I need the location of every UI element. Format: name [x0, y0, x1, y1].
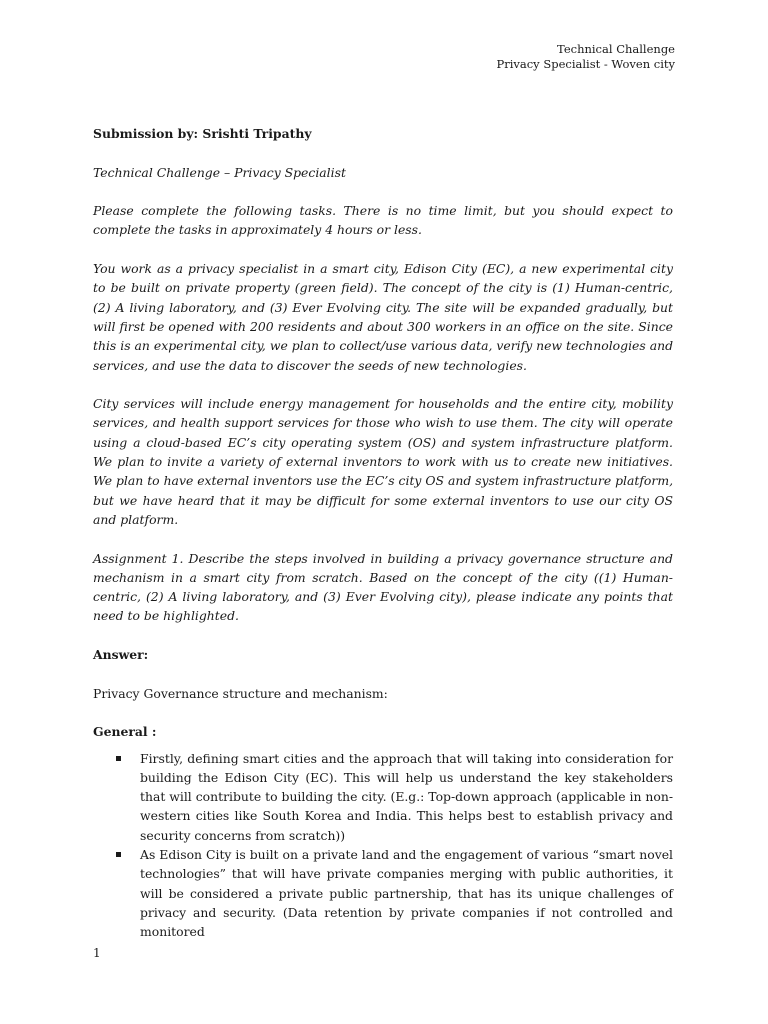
list-item-text: Firstly, defining smart cities and the approach that will taking into consideration for building the Edison City (EC). This will help us understand the key stakeholders that will contribute to building the city. (E.g.: Top-down approach (applicable in non-western cities like South Korea and India. This helps best to establish privacy and security concerns from scratch)) [140, 750, 673, 843]
document-subtitle: Technical Challenge – Privacy Specialist [93, 164, 346, 180]
assignment-paragraph: Assignment 1. Describe the steps involved in building a privacy governance structure and mechanism in a smart city from scratch. Based on the concept of the city ((1) Human-centric, (2) A living laboratory, and (3) Ever Evolving city), please indicate any points that need to be highlighted. [93, 550, 673, 624]
bullet-icon [116, 852, 121, 857]
governance-heading: Privacy Governance structure and mechanism: [93, 685, 388, 701]
bullet-list [93, 749, 673, 942]
document-body [93, 124, 673, 941]
list-item [93, 845, 673, 941]
header-line-2: Privacy Specialist - Woven city [496, 57, 675, 71]
scenario-paragraph: You work as a privacy specialist in a smart city, Edison City (EC), a new experimental city to be built on private property (green field). The concept of the city is (1) Human-centric, (2) A living laboratory, and (3) Ever Evolving city. The site will be expanded gradually, but will first be opened with 200 residents and about 300 workers in an office on the site. Since this is an experimental city, we plan to collect/use various data, verify new technologies and services, and use the data to discover the seeds of new technologies. [93, 261, 673, 373]
header-line-1: Technical Challenge [557, 42, 675, 56]
page-number: 1 [93, 946, 101, 960]
page-header [496, 42, 675, 72]
list-item-text: As Edison City is built on a private land and the engagement of various “smart novel technologies” that will have private companies merging with public authorities, it will be considered a private public partnership, that has its unique challenges of privacy and security. (Data retention by private companies if not controlled and monitored [140, 846, 673, 940]
bullet-icon [116, 756, 121, 761]
submission-line: Submission by: Srishti Tripathy [93, 126, 312, 141]
general-label: General : [93, 724, 157, 740]
intro-paragraph: Please complete the following tasks. There is no time limit, but you should expect to complete the tasks in approximately 4 hours or less. [93, 203, 673, 238]
services-paragraph: City services will include energy management for households and the entire city, mobility services, and health support services for those who wish to use them. The city will operate using a cloud-based EC’s city operating system (OS) and system infrastructure platform. We plan to invite a variety of external inventors to work with us to create new initiatives. We plan to have external inventors use the EC’s city OS and system infrastructure platform, but we have heard that it may be difficult for some external inventors to use our city OS and platform. [93, 396, 674, 527]
list-item [93, 749, 673, 845]
answer-label: Answer: [93, 647, 149, 663]
